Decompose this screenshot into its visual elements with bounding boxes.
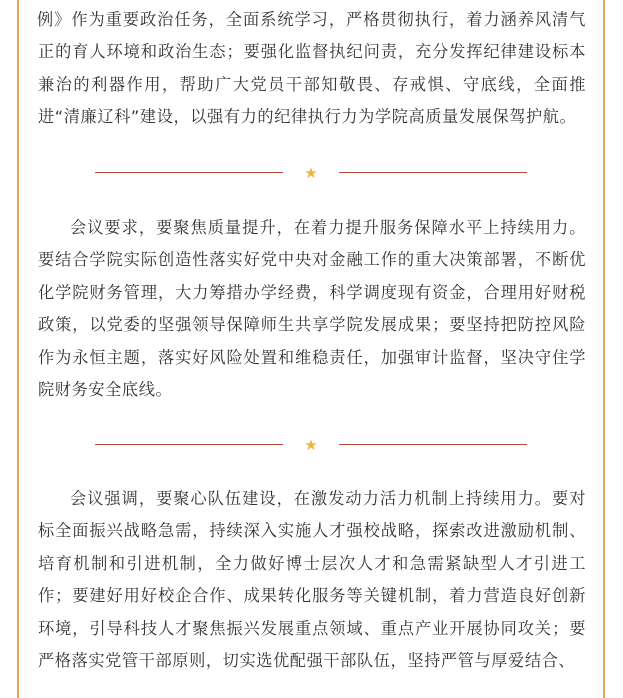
- star-icon: ★: [304, 164, 318, 182]
- divider-line-right: [339, 444, 527, 445]
- paragraph-talent: 会议强调，要聚心队伍建设，在激发动力活力机制上持续用力。要对标全面振兴战略急需，持续深入实施人才强校战略，探索改进激励机制、培育机制和引进机制，全力做好博士层次人才和急需紧缺型人才引进工作；要建好用好校企合作、成果转化服务等关键机制，着力营造良好创新环境，引导科技人才聚焦振兴发展重点领域、重点产业开展协同攻关；要严格落实党管干部原则，切实选优配强干部队伍，坚持严管与厚爱结合、: [38, 489, 586, 671]
- paragraph-quality: 会议要求，要聚焦质量提升，在着力提升服务保障水平上持续用力。要结合学院实际创造性落实好党中央对金融工作的重大决策部署，不断优化学院财务管理，大力筹措办学经费，科学调度现有资金，合理用好财税政策，以党委的坚强领导保障师生共享学院发展成果；要坚持把防控风险作为永恒主题，落实好风险处置和维稳责任，加强审计监督，坚决守住学院财务安全底线。: [38, 218, 586, 400]
- section-divider: [95, 163, 527, 183]
- divider-line-left: [95, 444, 283, 445]
- divider-line-right: [339, 172, 527, 173]
- section-divider: [95, 435, 527, 455]
- star-icon: ★: [304, 436, 318, 454]
- paragraph-discipline: 例》作为重要政治任务，全面系统学习，严格贯彻执行，着力涵养风清气正的育人环境和政治生态；要强化监督执纪问责，充分发挥纪律建设标本兼治的利器作用，帮助广大党员干部知敬畏、存戒惧、守底线，全面推进“清廉辽科”建设，以强有力的纪律执行力为学院高质量发展保驾护航。: [37, 10, 586, 127]
- divider-line-left: [95, 172, 283, 173]
